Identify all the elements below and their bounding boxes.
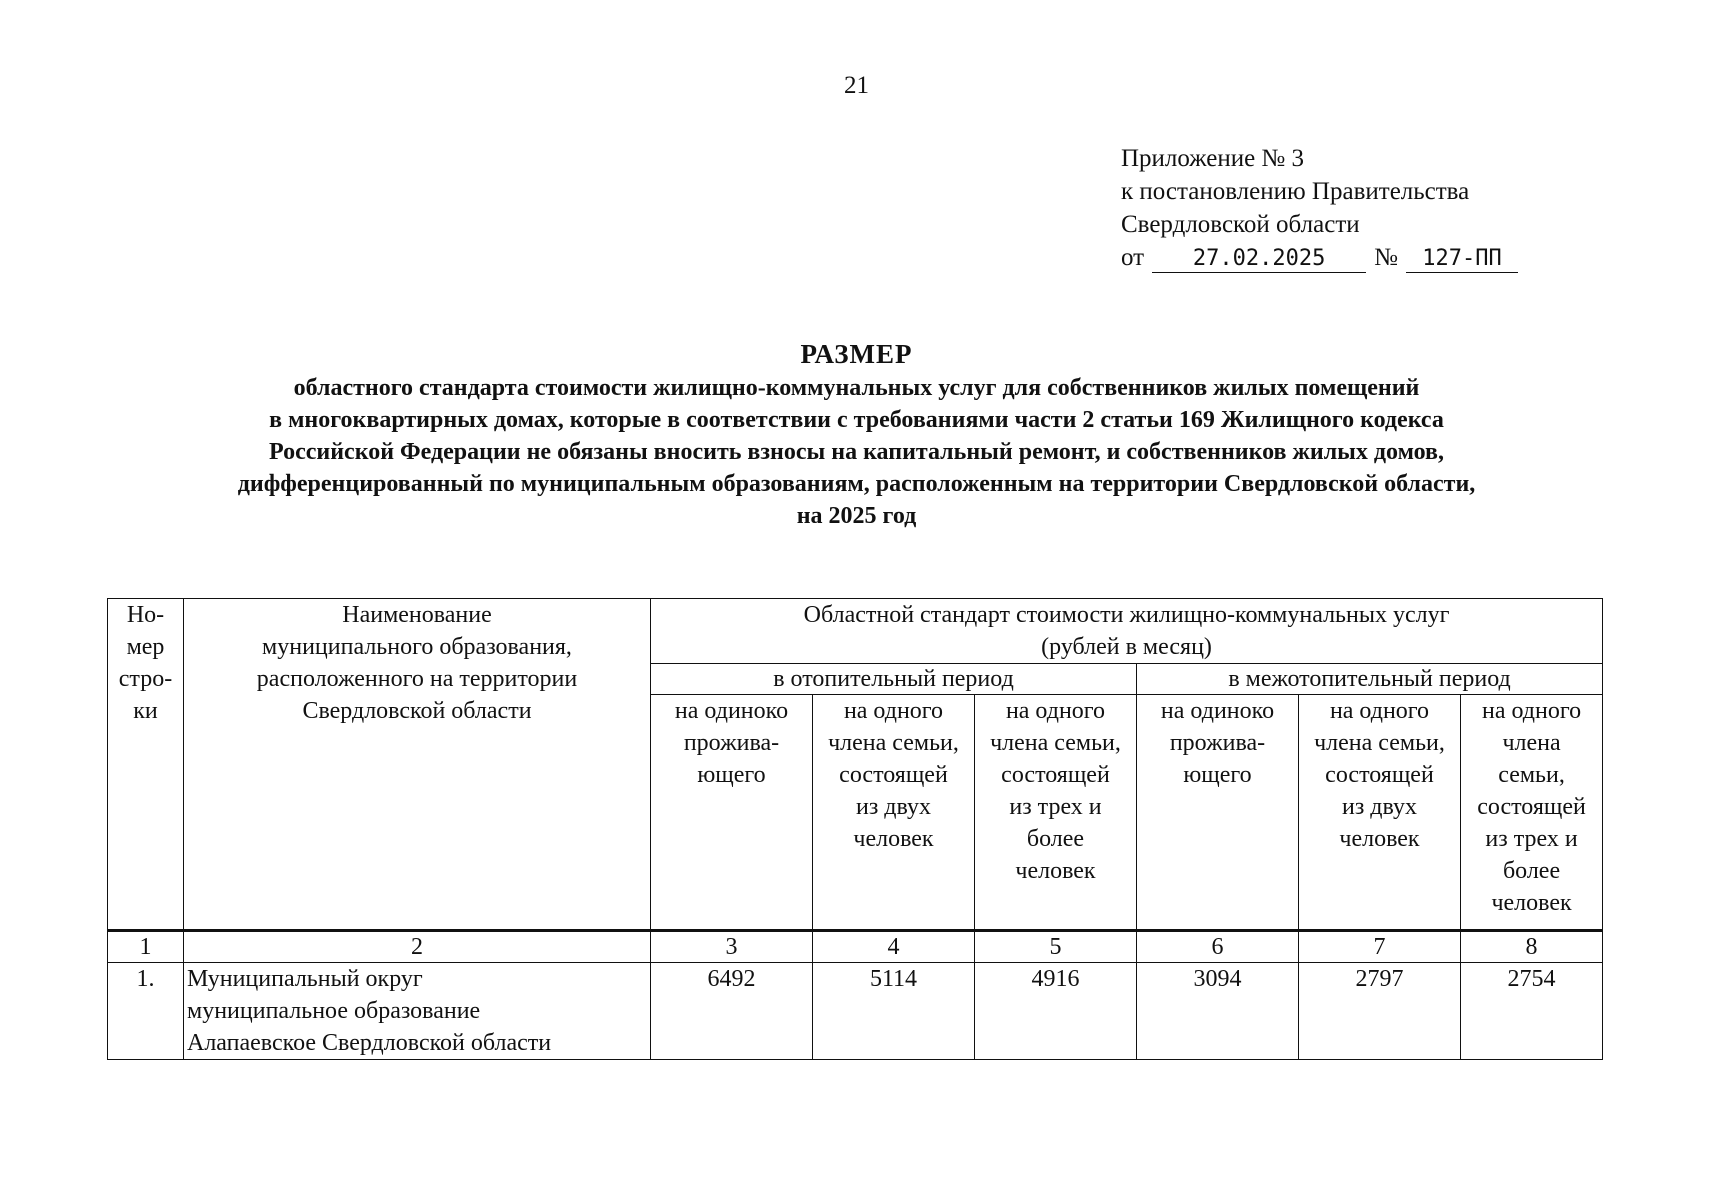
appendix-block (1121, 142, 1518, 274)
municipality-name (184, 963, 651, 1060)
column-numbers-row (108, 931, 1603, 963)
header-sub-1 (651, 695, 813, 931)
title-line-3: Российской Федерации не обязаны вносить взносы на капитальный ремонт, и собственников жилых домов, (269, 439, 1444, 465)
header-sub-3 (975, 695, 1137, 931)
value-heating-two: 5114 (813, 963, 975, 1060)
header-row-number-text: Но- мер стро- ки (118, 602, 173, 724)
appendix-title: Приложение № 3 (1121, 145, 1305, 172)
column-number-3: 3 (651, 931, 813, 963)
column-number-5: 5 (975, 931, 1137, 963)
header-sub-4-text: на одиноко прожива- ющего (1160, 698, 1275, 788)
column-number-8: 8 (1461, 931, 1603, 963)
from-label: от (1121, 244, 1145, 271)
decree-date: 27.02.2025 (1152, 246, 1366, 273)
number-label: № (1374, 244, 1398, 271)
header-heating-period: в отопительный период (651, 664, 1137, 695)
header-group-text: Областной стандарт стоимости жилищно-коммунальных услуг (рублей в месяц) (803, 602, 1450, 660)
header-row-1 (108, 599, 1603, 664)
value-heating-single: 6492 (651, 963, 813, 1060)
header-sub-3-text: на одного члена семьи, состоящей из трех и более человек (990, 698, 1121, 884)
header-sub-6 (1461, 695, 1603, 931)
header-sub-4 (1137, 695, 1299, 931)
title-line-1: областного стандарта стоимости жилищно-коммунальных услуг для собственников жилых помещений (293, 375, 1420, 401)
header-sub-1-text: на одиноко прожива- ющего (674, 698, 789, 788)
value-heating-three-plus: 4916 (975, 963, 1137, 1060)
header-sub-2 (813, 695, 975, 931)
value-non-heating-two: 2797 (1299, 963, 1461, 1060)
header-sub-6-text: на одного члена семьи, состоящей из трех и более человек (1477, 698, 1586, 916)
value-non-heating-three-plus: 2754 (1461, 963, 1603, 1060)
document-title (0, 336, 1713, 532)
header-name (184, 599, 651, 931)
column-number-7: 7 (1299, 931, 1461, 963)
title-line-5: на 2025 год (796, 503, 917, 529)
header-sub-2-text: на одного члена семьи, состоящей из двух человек (828, 698, 959, 852)
appendix-region: Свердловской области (1121, 211, 1360, 238)
appendix-date-line (1121, 241, 1518, 274)
appendix-reference: к постановлению Правительства (1121, 178, 1470, 205)
decree-number: 127-ПП (1406, 246, 1518, 273)
title-heading: РАЗМЕР (800, 339, 913, 369)
row-number: 1. (108, 963, 184, 1060)
title-line-2: в многоквартирных домах, которые в соответствии с требованиями части 2 статьи 169 Жилищного кодекса (269, 407, 1444, 433)
column-number-4: 4 (813, 931, 975, 963)
header-sub-5 (1299, 695, 1461, 931)
header-non-heating-period: в межотопительный период (1137, 664, 1603, 695)
column-number-1: 1 (108, 931, 184, 963)
header-row-number (108, 599, 184, 931)
header-name-text: Наименование муниципального образования, расположенного на территории Свердловской области (256, 602, 578, 724)
column-number-2: 2 (184, 931, 651, 963)
table-row (108, 963, 1603, 1060)
standard-table (107, 598, 1603, 1060)
header-sub-5-text: на одного члена семьи, состоящей из двух человек (1314, 698, 1445, 852)
page-number: 21 (844, 72, 869, 99)
column-number-6: 6 (1137, 931, 1299, 963)
municipality-name-text: Муниципальный округ муниципальное образование Алапаевское Свердловской области (187, 966, 552, 1056)
value-non-heating-single: 3094 (1137, 963, 1299, 1060)
header-group (651, 599, 1603, 664)
title-line-4: дифференцированный по муниципальным образованиям, расположенным на территории Свердловской области, (237, 471, 1476, 497)
